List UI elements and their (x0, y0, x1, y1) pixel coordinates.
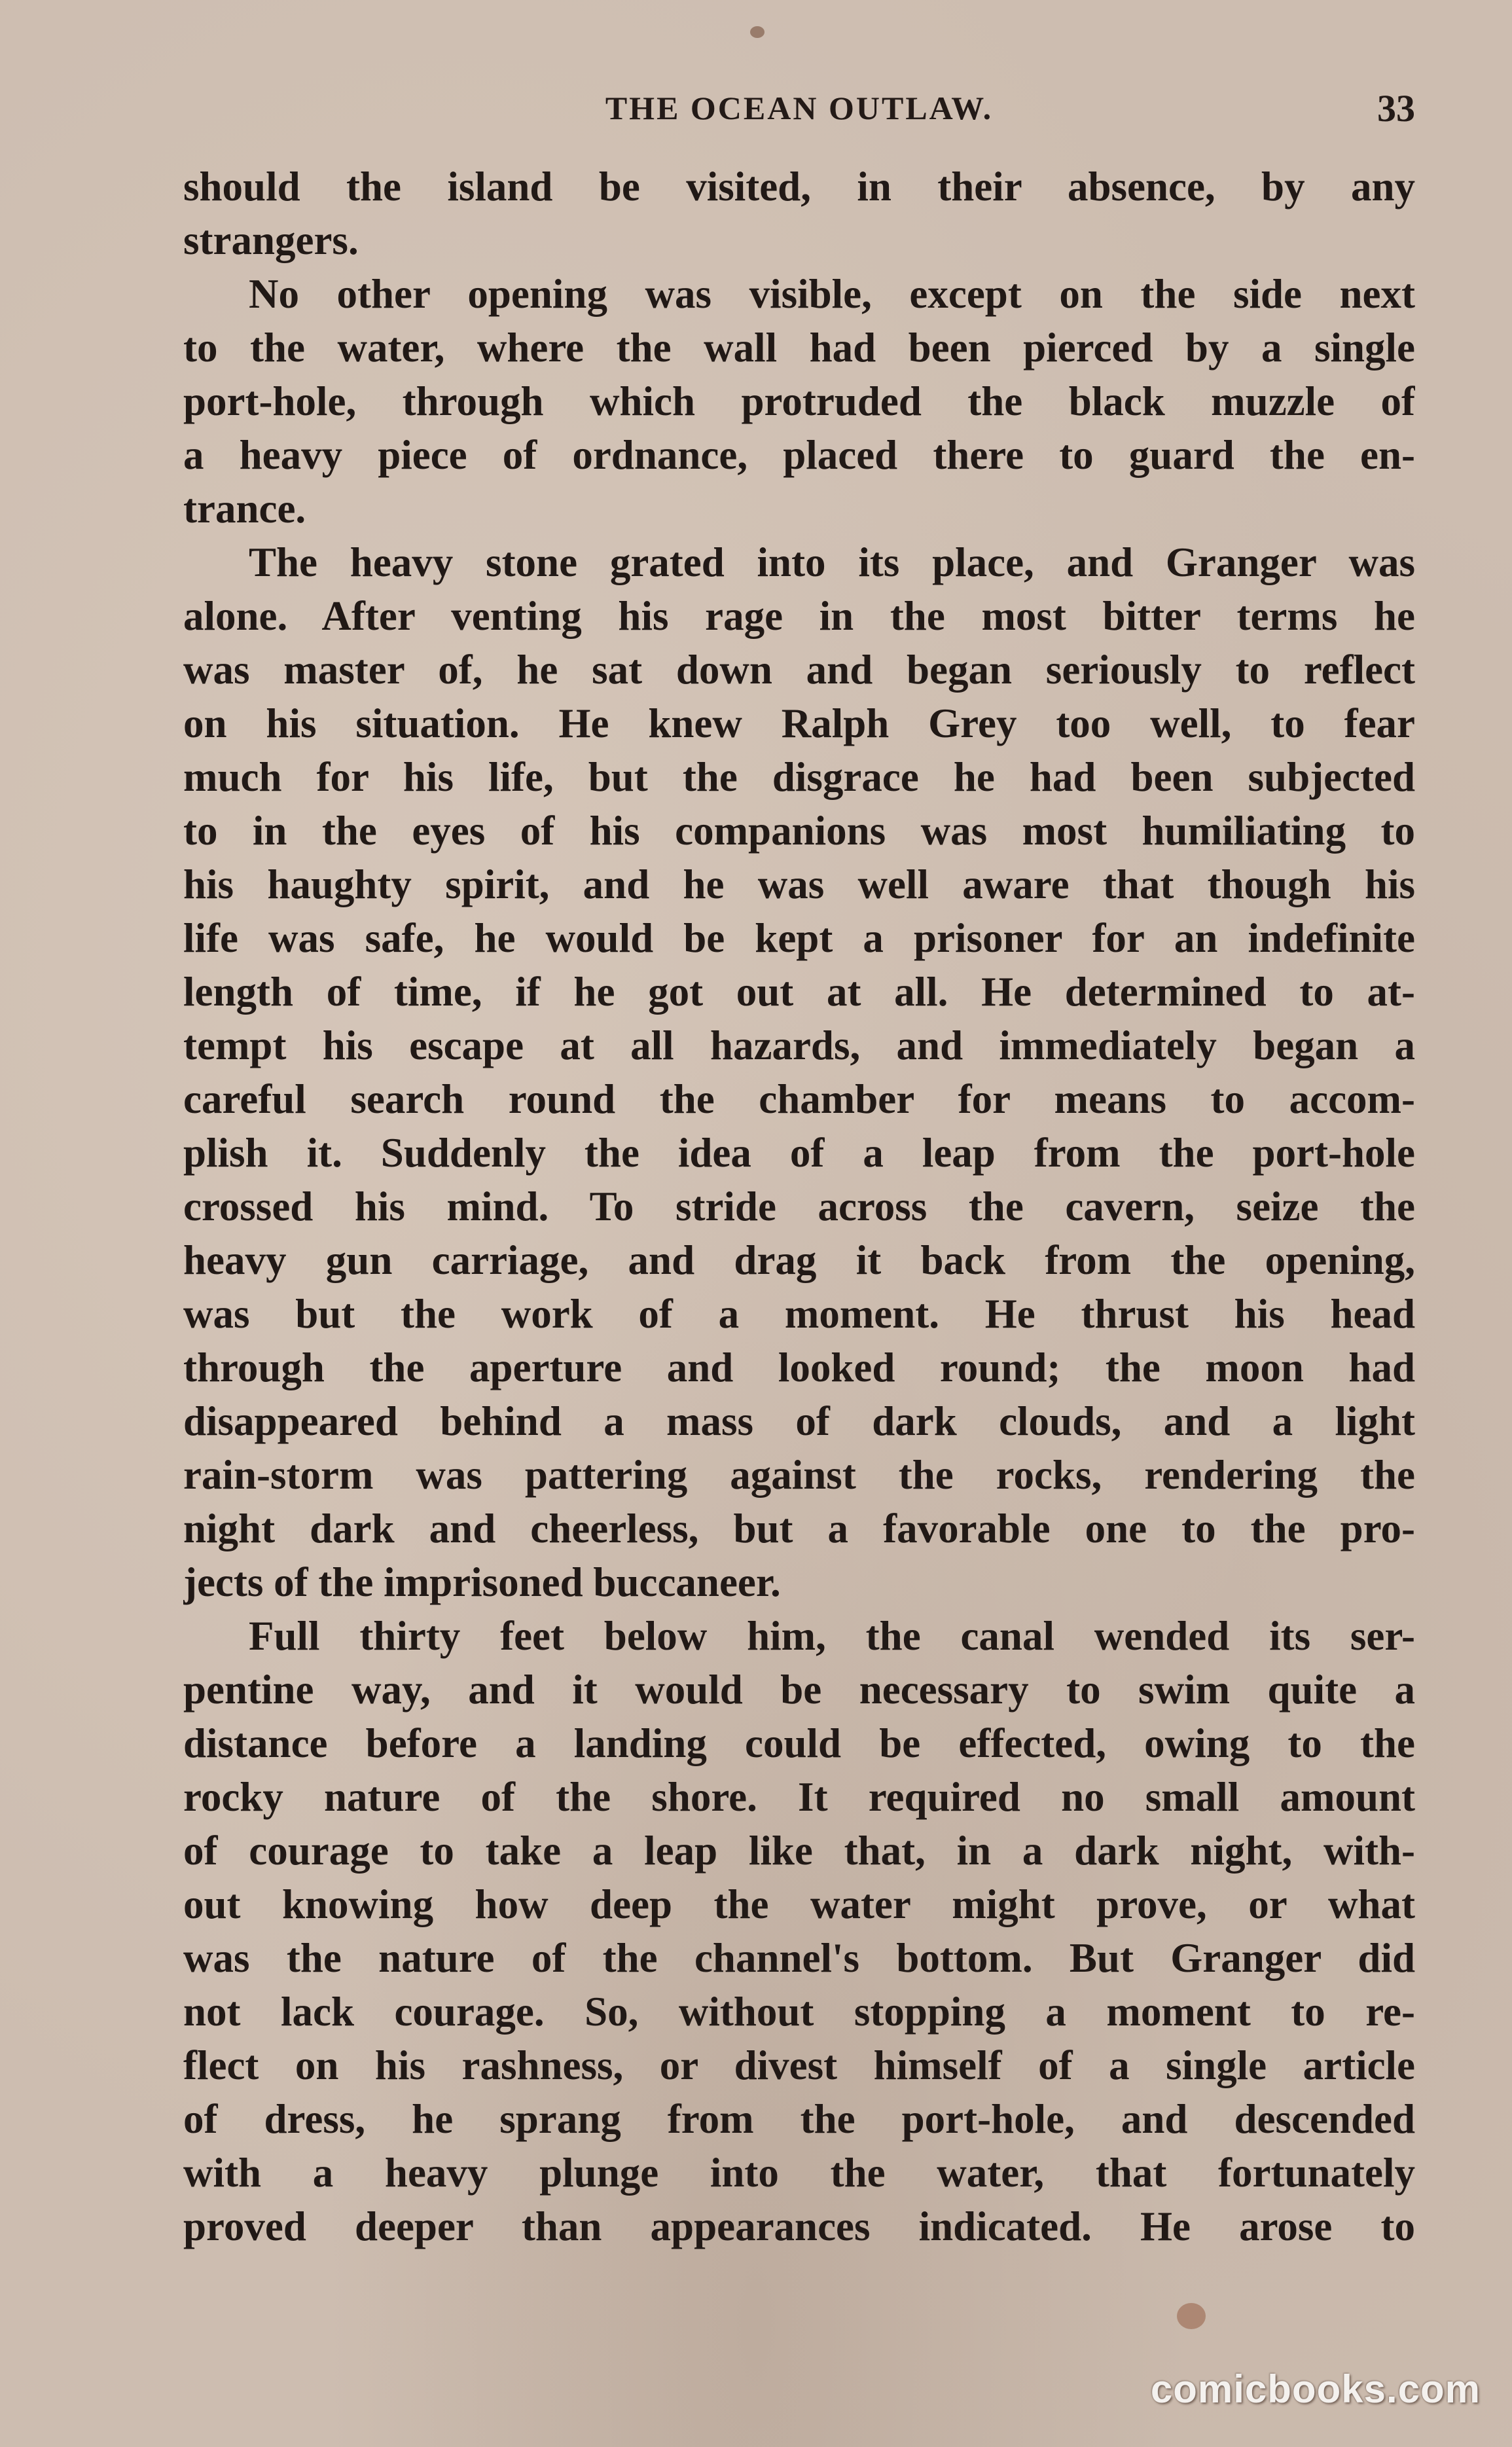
text-line: length of time, if he got out at all. He determined to at- (183, 969, 1415, 1015)
text-line: to the water, where the wall had been pierced by a single (183, 325, 1415, 371)
stain-spot (1177, 2303, 1206, 2329)
text-line: of dress, he sprang from the port-hole, and descended (183, 2096, 1415, 2142)
text-line: was but the work of a moment. He thrust his head (183, 1291, 1415, 1337)
text-line: distance before a landing could be effected, owing to the (183, 1720, 1415, 1766)
text-line: plish it. Suddenly the idea of a leap from the port-hole (183, 1130, 1415, 1176)
ink-spot (750, 26, 765, 38)
text-line: jects of the imprisoned buccaneer. (183, 1559, 781, 1605)
text-line: heavy gun carriage, and drag it back from the opening, (183, 1237, 1415, 1283)
text-line: disappeared behind a mass of dark clouds, and a light (183, 1398, 1415, 1444)
running-title: THE OCEAN OUTLAW. (605, 90, 994, 126)
body-text (183, 160, 1415, 2253)
text-line: was the nature of the channel's bottom. But Granger did (183, 1935, 1415, 1981)
text-line: to in the eyes of his companions was most humiliating to (183, 808, 1415, 854)
text-line: life was safe, he would be kept a prisoner for an indefinite (183, 915, 1415, 961)
text-line: strangers. (183, 217, 359, 263)
text-line: should the island be visited, in their absence, by any (183, 164, 1415, 209)
text-line: rocky nature of the shore. It required no small amount (183, 1774, 1415, 1820)
text-line: of courage to take a leap like that, in a dark night, with- (183, 1828, 1415, 1874)
text-line: out knowing how deep the water might prove, or what (183, 1881, 1415, 1927)
text-line: on his situation. He knew Ralph Grey too well, to fear (183, 700, 1415, 746)
text-line: with a heavy plunge into the water, that fortunately (183, 2150, 1415, 2196)
text-line: tempt his escape at all hazards, and immediately began a (183, 1023, 1415, 1068)
text-line: trance. (183, 486, 306, 532)
text-line: The heavy stone grated into its place, and Granger was (249, 539, 1415, 585)
watermark: comicbooks.com (1150, 2367, 1481, 2411)
page-number: 33 (1377, 87, 1415, 130)
running-header (183, 89, 1415, 136)
text-line: night dark and cheerless, but a favorable one to the pro- (183, 1506, 1415, 1551)
text-line: careful search round the chamber for means to accom- (183, 1076, 1415, 1122)
text-line: much for his life, but the disgrace he had been subjected (183, 754, 1415, 800)
text-line: alone. After venting his rage in the most bitter terms he (183, 593, 1415, 639)
text-line: flect on his rashness, or divest himself of a single article (183, 2042, 1415, 2088)
text-line: was master of, he sat down and began seriously to reflect (183, 647, 1415, 693)
text-line: Full thirty feet below him, the canal wended its ser- (249, 1613, 1415, 1659)
text-line: his haughty spirit, and he was well aware that though his (183, 861, 1415, 907)
text-line: not lack courage. So, without stopping a moment to re- (183, 1989, 1415, 2035)
text-line: proved deeper than appearances indicated. He arose to (183, 2203, 1415, 2249)
text-line: pentine way, and it would be necessary to swim quite a (183, 1667, 1415, 1713)
text-line: a heavy piece of ordnance, placed there to guard the en- (183, 432, 1415, 478)
text-line: rain-storm was pattering against the rocks, rendering the (183, 1452, 1415, 1498)
text-line: through the aperture and looked round; the moon had (183, 1345, 1415, 1390)
text-line: port-hole, through which protruded the black muzzle of (183, 378, 1415, 424)
text-line: crossed his mind. To stride across the cavern, seize the (183, 1184, 1415, 1229)
text-line: No other opening was visible, except on the side next (249, 271, 1415, 317)
